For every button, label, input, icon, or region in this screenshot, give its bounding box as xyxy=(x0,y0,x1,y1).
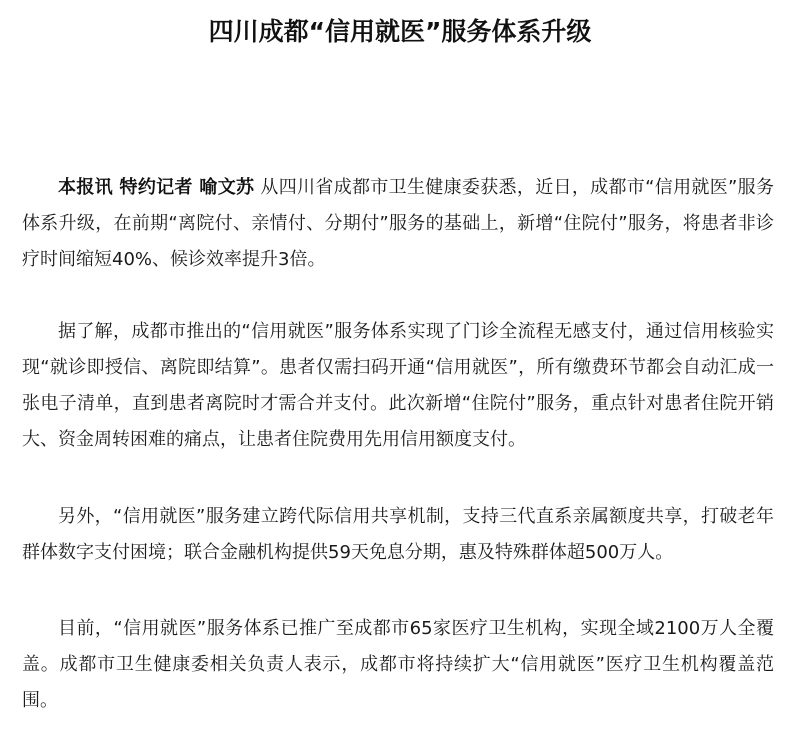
article-byline: 本报讯 特约记者 喻文苏 xyxy=(58,177,255,198)
article-headline: 四川成都“信用就医”服务体系升级 xyxy=(208,17,592,46)
paragraph-1-text: 从四川省成都市卫生健康委获悉，近日，成都市“信用就医”服务体系升级，在前期“离院付、亲情付、分期付”服务的基础上，新增“住院付”服务，将患者非诊疗时间缩短40%、候诊效率提升3倍。 xyxy=(22,177,774,270)
article-paragraph-2: 据了解，成都市推出的“信用就医”服务体系实现了门诊全流程无感支付，通过信用核验实现“就诊即授信、离院即结算”。患者仅需扫码开通“信用就医”，所有缴费环节都会自动汇成一张电子清单，直到患者离院时才需合并支付。此次新增“住院付”服务，重点针对患者住院开销大、资金周转困难的痛点，让患者住院费用先用信用额度支付。 xyxy=(22,321,774,450)
article-paragraph-4: 目前，“信用就医”服务体系已推广至成都市65家医疗卫生机构，实现全域2100万人全覆盖。成都市卫生健康委相关负责人表示，成都市将持续扩大“信用就医”医疗卫生机构覆盖范围。 xyxy=(22,618,774,711)
article-paragraph-3: 另外，“信用就医”服务建立跨代际信用共享机制，支持三代直系亲属额度共享，打破老年群体数字支付困境；联合金融机构提供59天免息分期，惠及特殊群体超500万人。 xyxy=(22,506,774,563)
article-body xyxy=(22,170,774,755)
article-paragraph-1 xyxy=(22,170,774,278)
